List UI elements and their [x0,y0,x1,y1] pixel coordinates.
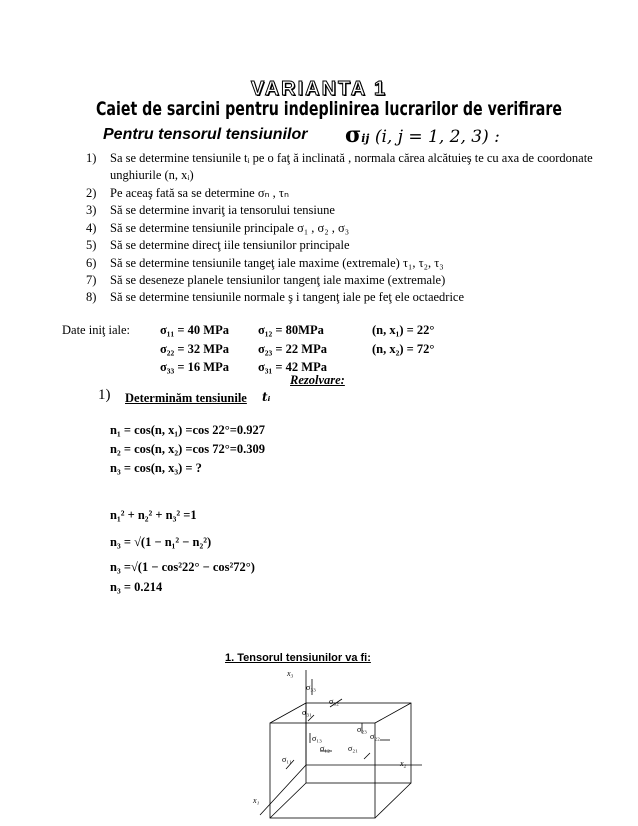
equation-n2: n₂ = cos(n, x₂) =cos 72°=0.309 [110,442,266,456]
equation-n3-cos: n₃ =√(1 − cos²22° − cos²72°) [110,560,255,574]
stress-label: σ₂₂ [370,732,380,741]
page-title: VARIANTA 1 [250,78,388,100]
equation-n3-value: n₃ = 0.214 [110,580,163,594]
equation-n1: n₁ = cos(n, x₁) =cos 22°=0.927 [110,423,266,437]
given-angle2: (n, x₂) = 72° [372,342,435,356]
task-item: 3) Să se determine invariţ ia tensorului tensiune [86,203,335,218]
stress-cube-figure [240,665,430,826]
stress-label: σ₃₃ [306,683,316,692]
task-list [86,150,606,307]
task-item: 2) Pe aceaş fată sa se determine σₙ , τₙ [86,186,289,200]
equation-norm: n₁² + n₂² + n₃² =1 [110,508,197,522]
step1-number: 1) [98,387,111,403]
given-sigma22: σ₂₂ = 32 MPa [160,342,229,356]
page-subtitle: Caiet de sarcini pentru indeplinirea lucrarilor de verifirare [96,98,563,120]
stress-label: σ₃₂ [329,697,339,706]
cube-back-face [306,703,411,783]
given-label: Date iniţ iale: [62,323,131,337]
stress-label: σ₁₂ [320,744,330,753]
task-item: 8) Să se determine tensiunile normale ş i tangenţ iale pe feţ ele octaedrice [86,290,465,305]
axis-label-x2: x₂ [400,759,407,768]
tensor-intro: Pentru tensorul tensiunilor [103,126,308,143]
step1-title: Determinăm tensiunile [125,391,247,405]
equation-n3: n₃ = cos(n, x₃) = ? [110,461,202,475]
cube-front-face [270,723,375,818]
given-sigma23: σ₂₃ = 22 MPa [258,342,327,356]
task-item: 4) Să se determine tensiunile principale σ₁ , σ₂ , σ₃ [86,220,350,235]
step1-symbol: tᵢ [262,390,271,404]
stress-label: σ₁₃ [312,734,322,743]
stress-label: σ₃₁ [302,708,312,717]
section-title: 1. Tensorul tensiunilor va fi: [225,652,371,664]
task-item: 5) Să se determine direcţ iile tensiunilor principale [86,238,350,253]
axis-label-x3: x₃ [287,669,294,678]
equation-n3-root: n₃ = √(1 − n₁² − n₂²) [110,535,212,549]
task-item: 7) Să se deseneze planele tensiunilor tangenţ iale maxime (extremale) [86,273,446,288]
stress-label: σ₂₃ [357,725,367,734]
stress-label: σ₁₁ [282,755,292,764]
given-sigma33: σ₃₃ = 16 MPa [160,360,229,374]
task-item: 6) Să se determine tensiunile tangeţ iale maxime (extremale) τ₁, τ₂, τ₃ [86,255,444,270]
given-sigma11: σ₁₁ = 40 MPa [160,323,229,337]
given-sigma31: σ₃₁ = 42 MPa [258,360,327,374]
stress-label: σ₂₁ [348,744,358,753]
rezolvare-label: Rezolvare: [290,373,345,387]
axis-label-x1: x₁ [253,796,260,805]
task-item: 1) Sa se determine tensiunile tᵢ pe o faţ ă inclinată , normala cărea alcătuieş te cu axa de coordonate unghiurile (n, xᵢ) [86,151,593,183]
given-sigma12: σ₁₂ = 80MPa [258,323,324,337]
tensor-symbol: σij (i, j = 1, 2, 3) : [345,122,500,148]
given-angle1: (n, x₁) = 22° [372,323,435,337]
